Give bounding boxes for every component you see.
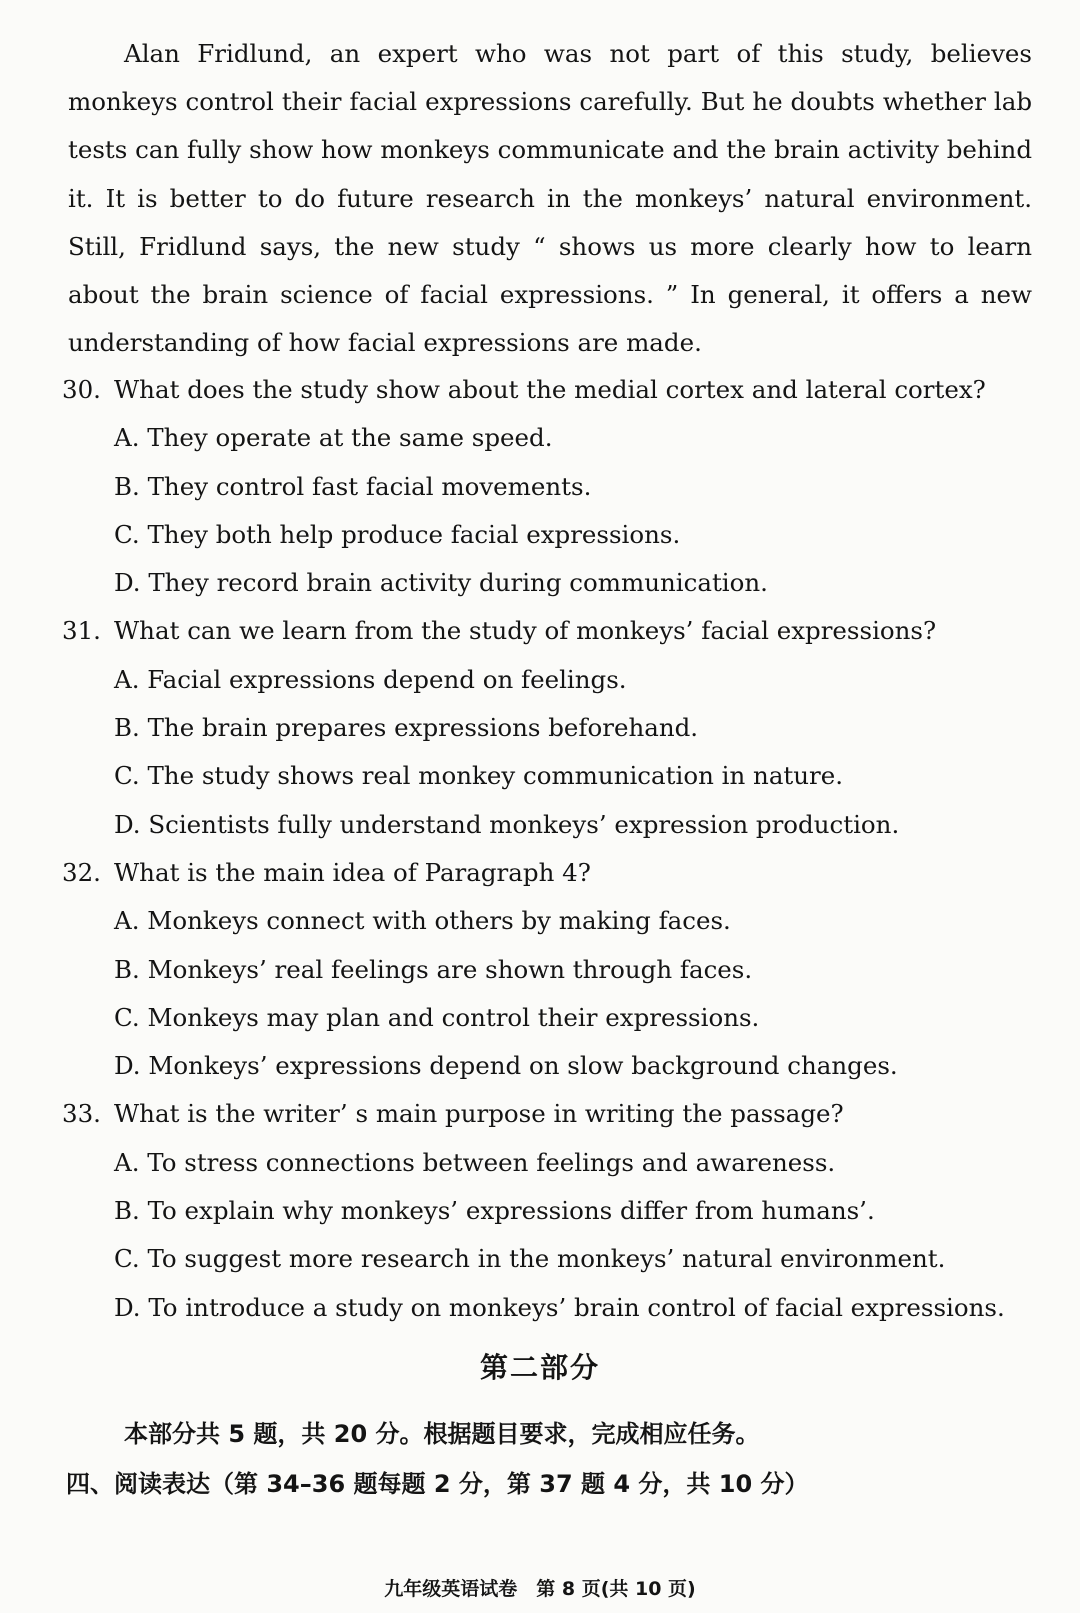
- question-text: What can we learn from the study of monkeys’ facial expressions?: [114, 616, 937, 646]
- part-description: 本部分共 5 题，共 20 分。根据题目要求，完成相应任务。: [124, 1420, 760, 1448]
- option-d: D. Monkeys’ expressions depend on slow background changes.: [114, 1051, 898, 1081]
- question-33: [0, 1090, 1080, 1331]
- option-a: A. They operate at the same speed.: [114, 423, 553, 453]
- page-footer: 九年级英语试卷 第 8 页(共 10 页): [384, 1578, 696, 1600]
- option-b: B. Monkeys’ real feelings are shown through faces.: [114, 954, 753, 984]
- part-title: 第二部分: [479, 1351, 600, 1384]
- question-number: 33.: [62, 1099, 101, 1129]
- question-stem: [0, 1090, 1080, 1138]
- question-stem: [0, 366, 1080, 414]
- question-list: [0, 366, 1080, 1332]
- question-text: What is the main idea of Paragraph 4?: [114, 857, 591, 887]
- option-a: A. To stress connections between feelings and awareness.: [114, 1147, 836, 1177]
- option-a: A. Monkeys connect with others by making faces.: [114, 906, 731, 936]
- section-heading: 四、阅读表达（第 34–36 题每题 2 分，第 37 题 4 分，共 10 分）: [66, 1470, 809, 1498]
- option-d: D. They record brain activity during communication.: [114, 568, 768, 598]
- option-a: A. Facial expressions depend on feelings.: [114, 664, 627, 694]
- question-stem: [0, 849, 1080, 897]
- option-c: C. Monkeys may plan and control their expressions.: [114, 1002, 760, 1032]
- option-b: B. The brain prepares expressions beforehand.: [114, 713, 699, 743]
- question-31: [0, 607, 1080, 848]
- question-stem: [0, 607, 1080, 655]
- option-c: C. The study shows real monkey communication in nature.: [114, 761, 844, 791]
- option-b: B. They control fast facial movements.: [114, 471, 592, 501]
- passage-paragraph: Alan Fridlund, an expert who was not part of this study, believes monkeys control their facial expressions carefully. But he doubts whether lab tests can fully show how monkeys communicate and the brain activity behind it. It is better to do future research in the monkeys’ natural environment. Still, Fridlund says, the new study “ shows us more clearly how to learn about the brain science of facial expressions. ” In general, it offers a new understanding of how facial expressions are made.: [68, 39, 1033, 358]
- option-d: D. To introduce a study on monkeys’ brain control of facial expressions.: [114, 1292, 1005, 1322]
- question-text: What does the study show about the medial cortex and lateral cortex?: [114, 375, 986, 404]
- option-c: C. To suggest more research in the monkeys’ natural environment.: [114, 1244, 946, 1274]
- option-b: B. To explain why monkeys’ expressions differ from humans’.: [114, 1196, 875, 1226]
- option-c: C. They both help produce facial expressions.: [114, 519, 681, 549]
- question-text: What is the writer’ s main purpose in writing the passage?: [114, 1099, 844, 1129]
- question-number: 31.: [62, 616, 101, 646]
- question-32: [0, 849, 1080, 1090]
- question-30: [0, 366, 1080, 607]
- option-d: D. Scientists fully understand monkeys’ expression production.: [114, 809, 900, 839]
- question-number: 30.: [62, 375, 101, 404]
- question-number: 32.: [62, 857, 101, 887]
